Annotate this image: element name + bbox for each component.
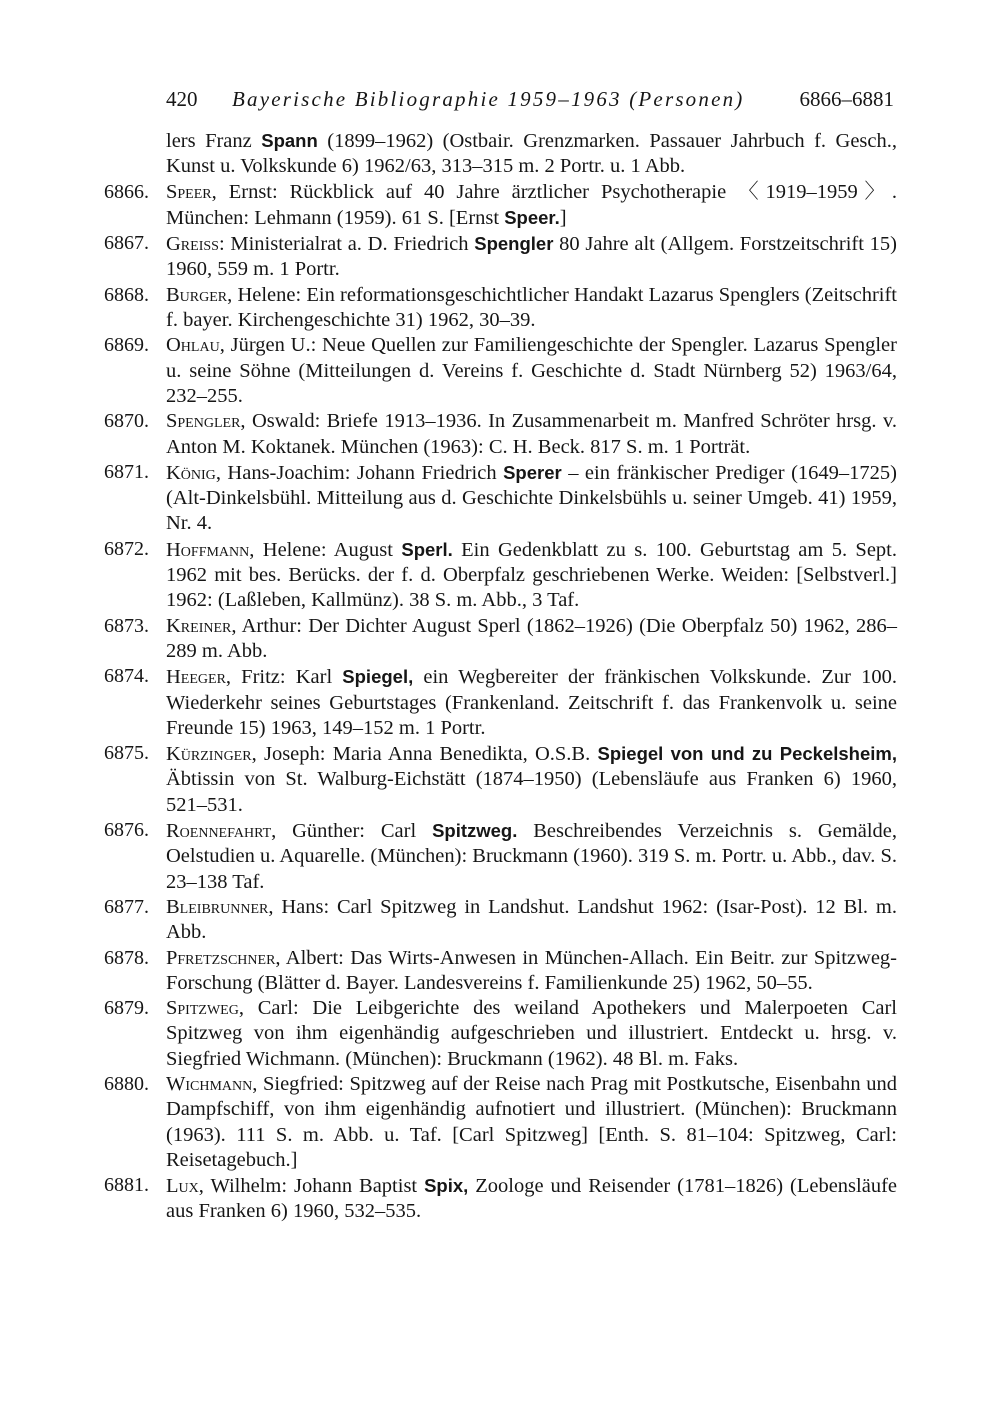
entry-text (166, 614, 897, 665)
bibliography-entry (104, 741, 897, 818)
entry-text (166, 460, 897, 537)
bibliography-entry (104, 895, 897, 946)
author-surname: Speer (166, 180, 212, 203)
subject-keyword: Sperer (503, 461, 562, 483)
entry-number: 6879. (104, 997, 149, 1020)
entry-text (166, 996, 897, 1072)
author-surname: Ohlau (166, 334, 220, 357)
entry-text-segment: , Arthur: Der Dichter August Sperl (1862–1926) (Die Oberpfalz 50) 1962, 286–289 m. Abb. (166, 614, 897, 662)
entry-text (166, 741, 897, 818)
entry-text (166, 180, 897, 232)
bibliography-entry (104, 664, 897, 741)
bibliography-entry (104, 614, 897, 665)
bibliography-entry (104, 1173, 897, 1225)
entry-text-segment: , Joseph: Maria Anna Benedikta, O.S.B. (251, 743, 598, 766)
entry-text (166, 895, 897, 946)
entry-text-segment: Beschreibendes Verzeichnis s. Gemälde, Oelstudien u. Aquarelle. (München): Bruckmann (1960). 319 S. m. Portr. u. Abb., dav. S. 23–138 Taf. (166, 820, 898, 893)
entry-text (166, 333, 897, 409)
author-surname: Heeger (166, 666, 226, 689)
entry-text (166, 283, 897, 334)
bibliography-entry (104, 128, 897, 180)
entry-text-segment: : Ministerialrat a. D. Friedrich (218, 233, 475, 256)
entry-text-segment: , Helene: August (249, 538, 402, 561)
entry-range: 6866–6881 (799, 87, 894, 111)
entry-text-segment: lers Franz (166, 130, 262, 152)
entry-text (166, 409, 897, 460)
bibliography-entry (104, 537, 897, 614)
entry-number: 6878. (104, 946, 149, 969)
entry-text-segment: , Hans: Carl Spitzweg in Landshut. Landshut 1962: (Isar-Post). 12 Bl. m. Abb. (166, 895, 897, 944)
entry-text-segment: ein Wegbereiter der fränkischen Volkskunde. Zur 100. Wiederkehr seines Geburtstages (Frankenland. Zeitschrift f. das Frankenvolk u. seine Freunde 15) 1963, 149–152 m. 1 Portr. (166, 666, 897, 739)
bibliography-entry (104, 460, 897, 537)
bibliography-entry (104, 996, 897, 1072)
entry-text (166, 1173, 897, 1225)
subject-keyword: Spann (261, 130, 318, 151)
author-surname: Burger (166, 283, 228, 306)
bibliography-entry (104, 333, 897, 409)
subject-keyword: Sperl. (401, 538, 453, 560)
entry-number: 6871. (104, 460, 149, 483)
entry-number: 6866. (104, 180, 149, 203)
entry-text-segment: ] (559, 206, 567, 229)
entry-text (166, 1072, 897, 1173)
entry-text (166, 231, 897, 283)
entry-text-segment: (1899–1962) (Ostbair. Grenzmarken. Passauer Jahrbuch f. Gesch., Kunst u. Volkskunde 6) 1962/63, 313–315 m. 2 Portr. u. 1 Abb. (166, 130, 897, 178)
author-surname: Kürzinger (166, 743, 252, 766)
bibliography-entry (104, 283, 897, 334)
entry-text-segment: Zoologe und Reisender (1781–1826) (Lebensläufe aus Franken 6) 1960, 532–535. (166, 1175, 898, 1223)
bibliography-entry (104, 1072, 897, 1173)
entry-number: 6873. (104, 614, 149, 637)
bibliography-entry (104, 180, 897, 232)
author-surname: Greiss (166, 233, 219, 256)
author-surname: Lux (166, 1175, 199, 1198)
entry-text-segment: , Siegfried: Spitzweg auf der Reise nach Prag mit Postkutsche, Eisenbahn und Dampfschiff, von ihm eigenhändig aufnotiert und illustriert. (München): Bruckmann (1963). 111 S. m. Abb. u. Taf. [Carl Spitzweg] [Enth. S. 81–104: Spitzweg, Carl: Reisetagebuch.] (166, 1072, 897, 1171)
author-surname: Hoffmann (166, 538, 250, 561)
entry-text-segment: , Jürgen U.: Neue Quellen zur Familiengeschichte der Spengler. Lazarus Spengler u. seine Söhne (Mitteilungen d. Vereins f. Geschichte d. Stadt Nürnberg 52) 1963/64, 232–255. (166, 334, 897, 407)
entry-text-segment: , Wilhelm: Johann Baptist (198, 1175, 425, 1198)
entry-text (166, 664, 897, 741)
entry-list (104, 128, 897, 1225)
subject-keyword: Spiegel von und zu Peckelsheim, (597, 743, 897, 765)
bibliography-entry (104, 409, 897, 460)
author-surname: König (166, 461, 216, 484)
entry-text-segment: , Albert: Das Wirts-Anwesen in München-Allach. Ein Beitr. zur Spitzweg-Forschung (Blätter d. Bayer. Landesvereins f. Familienkunde 25) 1962, 50–55. (166, 946, 897, 994)
running-header (166, 82, 894, 116)
author-surname: Bleibrunner (166, 895, 269, 918)
author-surname: Roennefahrt (166, 820, 272, 843)
author-surname: Spengler (166, 410, 241, 433)
running-title: Bayerische Bibliographie 1959–1963 (Personen) (232, 87, 745, 111)
entry-text-segment: , Helene: Ein reformationsgeschichtlicher Handakt Lazarus Spenglers (Zeitschrift f. bayer. Kirchengeschichte 31) 1962, 30–39. (166, 283, 897, 332)
entry-number: 6872. (104, 537, 149, 560)
entry-text (166, 946, 897, 997)
bibliography-entry (104, 818, 897, 895)
entry-text (166, 537, 897, 614)
entry-text-segment: , Günther: Carl (271, 820, 433, 843)
entry-number: 6868. (104, 283, 149, 306)
author-surname: Kreiner (166, 614, 232, 637)
entry-text-segment: 80 Jahre alt (Allgem. Forstzeitschrift 15) 1960, 559 m. 1 Portr. (166, 233, 897, 281)
subject-keyword: Spitzweg. (432, 820, 518, 842)
author-surname: Spitzweg (166, 997, 239, 1020)
entry-text (166, 818, 897, 895)
entry-number: 6870. (104, 410, 149, 433)
entry-text-segment: Äbtissin von St. Walburg-Eichstätt (1874–1950) (Lebensläufe aus Franken 6) 1960, 521–531. (166, 768, 897, 816)
subject-keyword: Spix, (424, 1175, 469, 1197)
subject-keyword: Spengler (474, 233, 554, 255)
entry-number: 6875. (104, 742, 149, 765)
subject-keyword: Spiegel, (342, 666, 414, 688)
entry-number: 6867. (104, 232, 149, 255)
entry-number: 6877. (104, 895, 149, 918)
entry-text-segment: Ein Gedenkblatt zu s. 100. Geburtstag am 5. Sept. 1962 mit bes. Berücks. der f. d. Oberpfalz geschriebenen Werke. Weiden: [Selbstverl.] 1962: (Laßleben, Kallmünz). 38 S. m. Abb., 3 Taf. (166, 538, 898, 612)
author-surname: Wichmann (166, 1072, 253, 1095)
entry-text-segment: , Carl: Die Leibgerichte des weiland Apothekers und Malerpoeten Carl Spitzweg von ihm eigenhändig aufgeschrieben und illustriert. Entdeckt u. hrsg. v. Siegfried Wichmann. (München): Bruckmann (1962). 48 Bl. m. Faks. (166, 997, 897, 1070)
subject-keyword: Speer. (504, 206, 560, 228)
entry-text-segment: , Hans-Joachim: Johann Friedrich (215, 461, 504, 484)
bibliography-entry (104, 946, 897, 997)
author-surname: Pfretzschner (166, 946, 276, 969)
entry-number: 6880. (104, 1072, 149, 1095)
entry-text-segment: – ein fränkischer Prediger (1649–1725) (Alt-Dinkelsbühl. Mitteilung aus d. Geschichte Dinkelsbühls u. seiner Umgeb. 41) 1959, Nr. 4. (166, 461, 897, 535)
entry-number: 6881. (104, 1174, 149, 1197)
entry-number: 6874. (104, 665, 149, 688)
entry-number: 6876. (104, 819, 149, 842)
bibliography-entry (104, 231, 897, 283)
entry-text (166, 128, 897, 180)
entry-text-segment: , Fritz: Karl (225, 666, 343, 689)
page-number: 420 (166, 87, 198, 111)
entry-text-segment: , Ernst: Rückblick auf 40 Jahre ärztlicher Psychotherapie 〈1919–1959〉. München: Lehmann (1959). 61 S. [Ernst (166, 180, 897, 229)
entry-text-segment: , Oswald: Briefe 1913–1936. In Zusammenarbeit m. Manfred Schröter hrsg. v. Anton M. Koktanek. München (1963): C. H. Beck. 817 S. m. 1 Porträt. (166, 410, 897, 458)
entry-number: 6869. (104, 334, 149, 357)
